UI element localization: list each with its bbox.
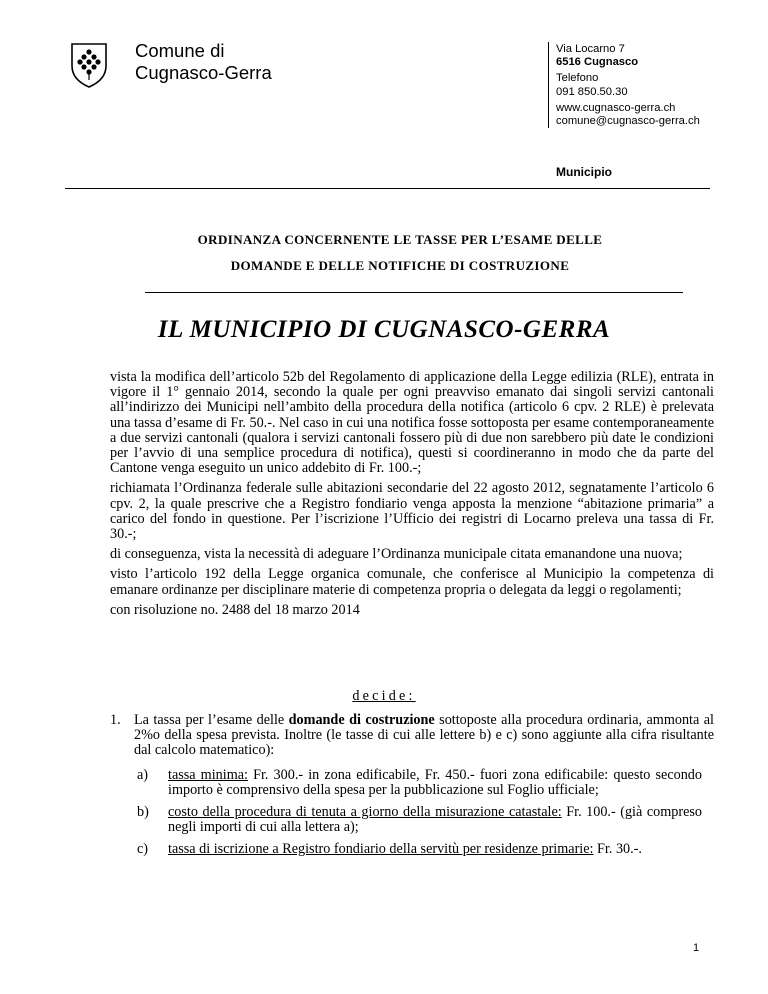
page-heading: IL MUNICIPIO DI CUGNASCO-GERRA	[157, 316, 611, 343]
decision-heading: decide:	[352, 688, 416, 704]
sub-item	[137, 842, 702, 857]
paragraph: richiamata l’Ordinanza federale sulle abitazioni secondarie del 22 agosto 2012, segnatamente l’articolo 6 cpv. 2, la quale prescrive che a Registro fondiario venga apposta la menzione “abitazione primaria” a carico del fondo in questione. Per l’iscrizione l’Ufficio dei registri di Locarno preleva una tassa di Fr. 30.-;	[110, 480, 714, 543]
list-item	[110, 713, 714, 759]
paragraph: vista la modifica dell’articolo 52b del Regolamento di applicazione della Legge edilizia (RLE), entrata in vigore il 1° gennaio 2014, secondo la quale per ogni preavviso emanato dai singoli servizi cantonali all’indirizzo dei Municipi nell’ambito della procedura della notifica (articolo 6 cpv. 2 RLE) è prelevata una tassa d’esame di Fr. 50.-. Nel caso in cui una notifica fosse sottoposta per esame contemporaneamente a due servizi cantonali (qualora i servizi cantonali fossero più di due non sarebbero più date le condizioni per l’avvio di una semplice procedura di notifica), questi si coordineranno in modo che da parte del Cantone venga eseguito un unico addebito di Fr. 100.-;	[110, 369, 714, 477]
ordinance-title-line-1: ORDINANZA CONCERNENTE LE TASSE PER L’ESAME DELLE	[197, 232, 603, 247]
sub-item-letter: a)	[137, 767, 149, 783]
item-number: 1.	[110, 712, 121, 728]
sub-item-text: costo della procedura di tenuta a giorno della misurazione catastale: Fr. 100.- (già compreso negli importi di cui alla lettera a);	[168, 804, 702, 836]
paragraph: visto l’articolo 192 della Legge organica comunale, che conferisce al Municipio la competenza di emanare ordinanze per disciplinare materie di competenza propria o delegata da leggi o regolamenti;	[110, 566, 714, 598]
phone-label: Telefono	[556, 72, 599, 85]
sub-item-letter: c)	[137, 841, 149, 857]
page-number: 1	[693, 942, 700, 954]
item-emphasis: domande di costruzione	[288, 712, 435, 728]
municipality-line-2: Cugnasco-Gerra	[135, 62, 272, 83]
sub-item-text: tassa di iscrizione a Registro fondiario della servitù per residenze primarie: Fr. 30.-.	[168, 841, 642, 857]
website-link[interactable]: www.cugnasco-gerra.ch	[556, 101, 676, 114]
phone-number: 091 850.50.30	[556, 85, 628, 98]
paragraph: con risoluzione no. 2488 del 18 marzo 2014	[110, 601, 360, 618]
sub-item-label: tassa di iscrizione a Registro fondiario della servitù per residenze primarie:	[168, 841, 594, 857]
sub-item-text: tassa minima: Fr. 300.- in zona edificabile, Fr. 450.- fuori zona edificabile: questo secondo importo è comprensivo della spesa per la pubblicazione sul Foglio ufficiale;	[168, 767, 702, 799]
title-divider	[145, 292, 683, 293]
sub-item	[137, 805, 702, 835]
ordinance-title-line-2: DOMANDE E DELLE NOTIFICHE DI COSTRUZIONE	[230, 258, 570, 273]
address-city: 6516 Cugnasco	[556, 56, 639, 69]
sub-item-label: costo della procedura di tenuta a giorno della misurazione catastale:	[168, 804, 562, 820]
address-street: Via Locarno 7	[556, 43, 625, 55]
sub-item-label: tassa minima:	[168, 767, 248, 783]
header-divider	[65, 188, 710, 189]
office-label: Municipio	[556, 165, 612, 179]
sub-item-letter: b)	[137, 804, 149, 820]
coat-of-arms-icon	[70, 42, 108, 88]
address-divider	[548, 42, 549, 128]
paragraph: di conseguenza, vista la necessità di adeguare l’Ordinanza municipale citata emanandone una nuova;	[110, 546, 683, 563]
address-block	[556, 43, 700, 128]
email-link[interactable]: comune@cugnasco-gerra.ch	[556, 115, 700, 128]
sub-item	[137, 768, 702, 798]
municipality-name	[135, 40, 272, 84]
item-text: La tassa per l’esame delle domande di costruzione sottoposte alla procedura ordinaria, ammonta al 2%o della spesa prevista. Inoltre (le tasse di cui alle lettere b) e c) sono aggiunte alla cifra risultante dal calcolo matematico):	[134, 712, 714, 759]
preamble	[110, 370, 714, 623]
municipality-line-1: Comune di	[135, 40, 225, 61]
